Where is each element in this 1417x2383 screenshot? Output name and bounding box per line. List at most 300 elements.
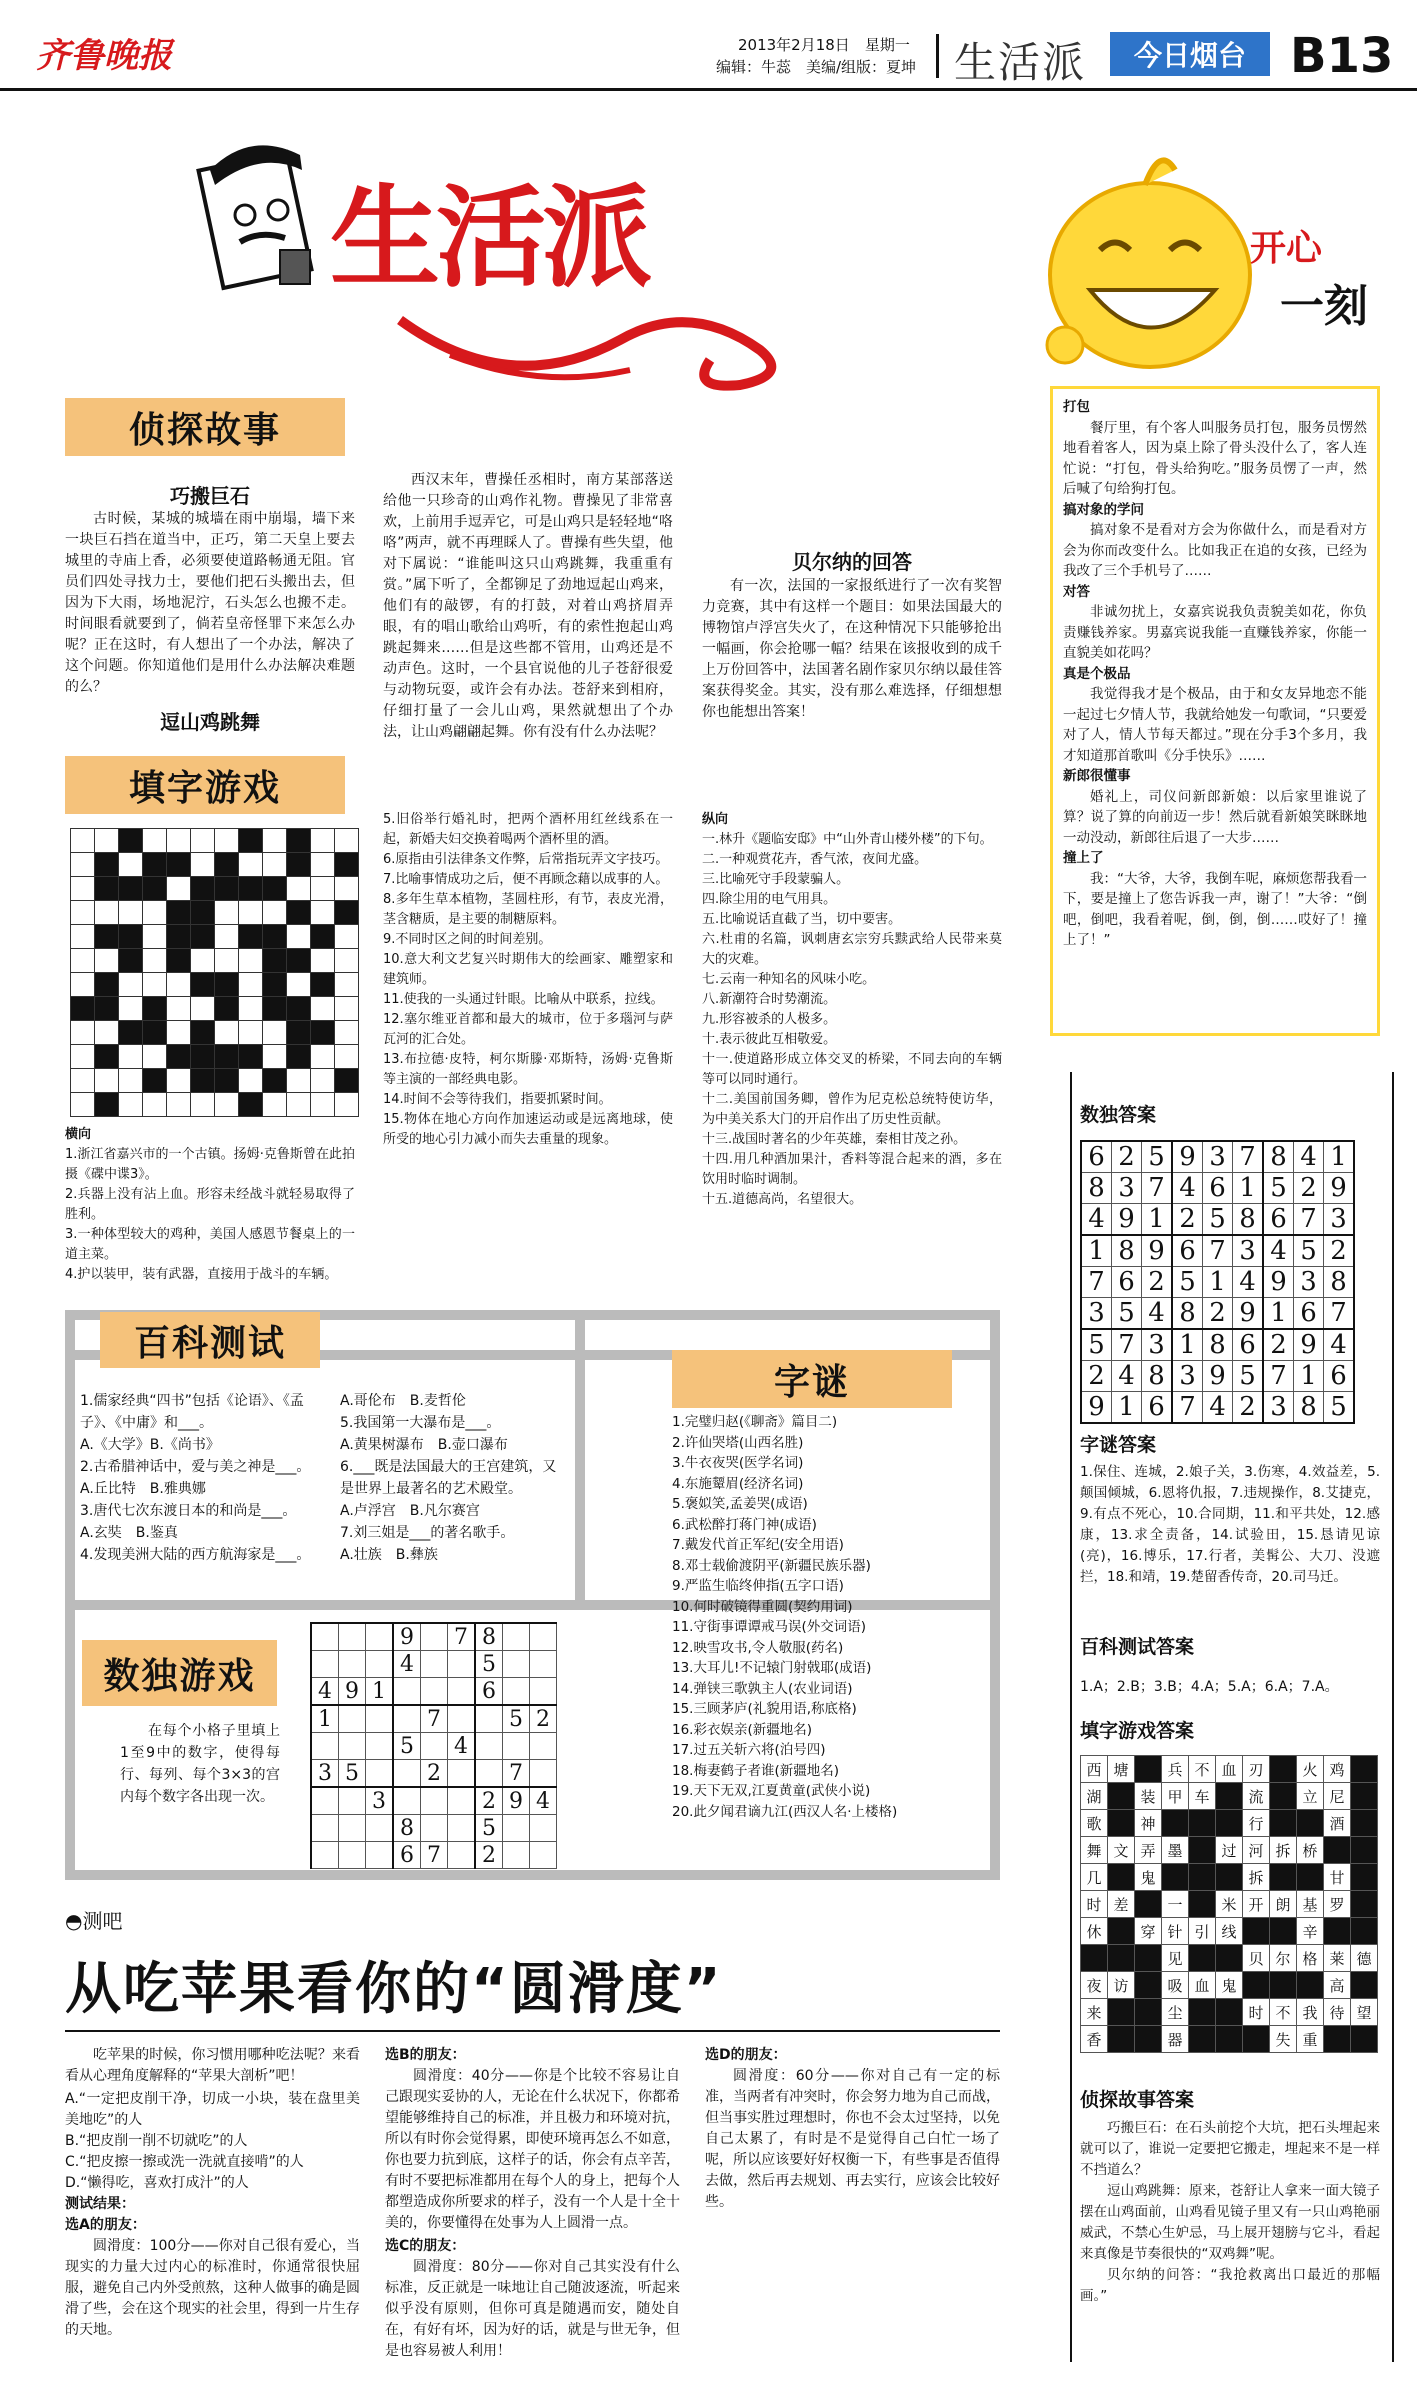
crossword-cell[interactable] bbox=[167, 877, 191, 901]
h-clue-12: 12.塞尔维亚首都和最大的城市，位于多瑙河与萨瓦河的汇合处。 bbox=[383, 1012, 673, 1047]
crossword-cell[interactable] bbox=[263, 1045, 287, 1069]
h-clue-8: 8.多年生草本植物，茎圆柱形，有节，表皮光滑，茎含糖质，是主要的制糖原料。 bbox=[383, 892, 673, 927]
sudoku-cell[interactable] bbox=[448, 1651, 476, 1678]
crossword-cell bbox=[287, 829, 311, 853]
sudoku-cell[interactable] bbox=[503, 1678, 530, 1706]
sudoku-cell[interactable] bbox=[530, 1733, 557, 1760]
crossword-answer-row bbox=[1081, 1783, 1378, 1810]
sudoku-instructions bbox=[120, 1720, 280, 1810]
joke-1-title: 打包 bbox=[1063, 399, 1090, 415]
sudoku-cell[interactable] bbox=[530, 1651, 557, 1678]
crossword-cell[interactable] bbox=[239, 1021, 263, 1045]
crossword-answer-cell bbox=[1216, 1810, 1243, 1837]
h-clue-2: 2.兵器上没有沾上血。形容未经战斗就轻易取得了胜利。 bbox=[65, 1187, 355, 1222]
sudoku-answer-cell: 6 bbox=[1172, 1235, 1203, 1267]
crossword-cell[interactable] bbox=[239, 901, 263, 925]
crossword-cell bbox=[71, 997, 95, 1021]
crossword-cell[interactable] bbox=[143, 973, 167, 997]
crossword-answer-cell: 见 bbox=[1162, 1945, 1189, 1972]
crossword-answer-cell bbox=[1162, 1810, 1189, 1837]
crossword-cell[interactable] bbox=[215, 829, 239, 853]
sudoku-cell[interactable] bbox=[530, 1815, 557, 1842]
sudoku-answer-cell: 1 bbox=[1294, 1361, 1324, 1392]
crossword-cell[interactable] bbox=[167, 1069, 191, 1093]
crossword-cell[interactable] bbox=[167, 973, 191, 997]
sudoku-cell[interactable] bbox=[366, 1623, 394, 1651]
crossword-cell[interactable] bbox=[167, 1093, 191, 1117]
crossword-cell bbox=[215, 1045, 239, 1069]
crossword-cell[interactable] bbox=[95, 1021, 119, 1045]
crossword-answer-cell: 吸 bbox=[1162, 1972, 1189, 1999]
crossword-cell[interactable] bbox=[311, 1093, 335, 1117]
encyclopedia-header: 百科测试 bbox=[100, 1312, 320, 1368]
sudoku-cell[interactable] bbox=[503, 1733, 530, 1760]
crossword-row bbox=[71, 901, 359, 925]
crossword-cell[interactable] bbox=[215, 1021, 239, 1045]
sudoku-row bbox=[311, 1623, 557, 1651]
joke-2-title: 搞对象的学问 bbox=[1063, 501, 1144, 518]
crossword-cell[interactable] bbox=[119, 1045, 143, 1069]
sudoku-answer-cell: 1 bbox=[1172, 1329, 1203, 1361]
sudoku-answer-cell: 8 bbox=[1203, 1329, 1233, 1361]
sudoku-cell[interactable] bbox=[421, 1815, 448, 1842]
quiz-q1: 1.儒家经典“四书”包括《论语》、《孟子》、《中庸》和___。 bbox=[80, 1393, 304, 1431]
crossword-cell bbox=[287, 949, 311, 973]
sudoku-cell[interactable] bbox=[366, 1842, 394, 1869]
quiz-q5: 5.我国第一大瀑布是___。 bbox=[340, 1415, 501, 1431]
sudoku-cell[interactable] bbox=[475, 1705, 503, 1733]
crossword-cell[interactable] bbox=[167, 997, 191, 1021]
sudoku-cell[interactable] bbox=[448, 1760, 476, 1788]
sudoku-cell[interactable] bbox=[448, 1815, 476, 1842]
sudoku-cell[interactable] bbox=[339, 1842, 366, 1869]
crossword-answer-cell bbox=[1135, 1945, 1162, 1972]
crossword-answer-row bbox=[1081, 1864, 1378, 1891]
sudoku-cell[interactable] bbox=[421, 1623, 448, 1651]
sudoku-cell[interactable] bbox=[421, 1787, 448, 1815]
crossword-cell bbox=[119, 1021, 143, 1045]
option-a: A.“一定把皮削干净，切成一小块，装在盘里美美地吃”的人 bbox=[65, 2091, 360, 2128]
crossword-answer-cell: 高 bbox=[1324, 1972, 1351, 1999]
v-clue-4: 四.除尘用的电气用具。 bbox=[702, 892, 837, 907]
crossword-answer-cell: 弄 bbox=[1135, 1837, 1162, 1864]
sudoku-cell[interactable] bbox=[503, 1651, 530, 1678]
crossword-cell[interactable] bbox=[215, 925, 239, 949]
detective-answer-2: 逗山鸡跳舞：原来，苍舒让人拿来一面大镜子摆在山鸡面前，山鸡看见镜子里又有一只山鸡艳丽威武，不禁心生妒忌，马上展开翅膀与它斗，看起来真像是节奏很快的“双鸡舞”呢。 bbox=[1080, 2183, 1380, 2262]
sudoku-cell[interactable] bbox=[311, 1623, 339, 1651]
detective-answer-title: 侦探故事答案 bbox=[1080, 2089, 1195, 2111]
sudoku-answer-grid bbox=[1080, 1140, 1355, 1424]
crossword-answer-cell bbox=[1108, 2026, 1135, 2053]
sudoku-cell[interactable] bbox=[311, 1651, 339, 1678]
crossword-cell bbox=[263, 877, 287, 901]
crossword-cell[interactable] bbox=[263, 901, 287, 925]
sudoku-cell[interactable] bbox=[530, 1623, 557, 1651]
h-clue-4: 4.护以装甲，装有武器，直接用于战斗的车辆。 bbox=[65, 1267, 338, 1282]
masthead-divider bbox=[936, 34, 939, 78]
crossword-cell[interactable] bbox=[95, 1069, 119, 1093]
crossword-answer-cell: 不 bbox=[1270, 1999, 1297, 2026]
crossword-answer-cell bbox=[1081, 1945, 1108, 1972]
sudoku-cell[interactable] bbox=[448, 1678, 476, 1706]
sudoku-answer-cell: 3 bbox=[1112, 1173, 1142, 1204]
cartoon-mascot-icon bbox=[190, 130, 340, 300]
crossword-cell[interactable] bbox=[215, 949, 239, 973]
crossword-answer-cell bbox=[1243, 1972, 1270, 1999]
crossword-row bbox=[71, 1021, 359, 1045]
crossword-answer-cell bbox=[1270, 1756, 1297, 1783]
h-clue-3: 3.一种体型较大的鸡种，美国人感恩节餐桌上的一道主菜。 bbox=[65, 1227, 355, 1262]
result-heading: 测试结果： bbox=[65, 2196, 135, 2212]
crossword-cell[interactable] bbox=[335, 925, 359, 949]
joke-6-text: 我：“大爷，大爷，我倒车呢，麻烦您帮我看一下，要是撞上了您告诉我一声，谢了！”大爷：“倒吧，倒吧，我看着呢，倒，倒，倒……哎好了！撞上了！” bbox=[1063, 870, 1367, 948]
crossword-cell[interactable] bbox=[239, 853, 263, 877]
sudoku-answer-cell: 9 bbox=[1203, 1361, 1233, 1392]
crossword-cell[interactable] bbox=[143, 829, 167, 853]
quiz-q6: 6.___既是法国最大的王宫建筑，又是世界上最著名的艺术殿堂。 bbox=[340, 1459, 557, 1497]
sudoku-answer-cell: 1 bbox=[1203, 1267, 1233, 1298]
sudoku-cell[interactable] bbox=[421, 1733, 448, 1760]
sudoku-answer-cell: 2 bbox=[1112, 1141, 1142, 1173]
crossword-answer-cell: 重 bbox=[1297, 2026, 1324, 2053]
crossword-answer-cell: 穿 bbox=[1135, 1918, 1162, 1945]
crossword-cell[interactable] bbox=[311, 1069, 335, 1093]
sudoku-answer-cell: 8 bbox=[1081, 1173, 1112, 1204]
sudoku-cell: 3 bbox=[366, 1787, 394, 1815]
sudoku-grid[interactable] bbox=[310, 1622, 557, 1869]
crossword-cell[interactable] bbox=[119, 901, 143, 925]
sudoku-cell[interactable] bbox=[366, 1760, 394, 1788]
sudoku-cell[interactable] bbox=[311, 1815, 339, 1842]
crossword-cell[interactable] bbox=[119, 853, 143, 877]
crossword-answer-cell bbox=[1270, 1864, 1297, 1891]
riddle-12: 12.映雪攻书,令人敬服(药名) bbox=[672, 1639, 844, 1656]
crossword-answer-cell: 格 bbox=[1297, 1945, 1324, 1972]
crossword-row bbox=[71, 1045, 359, 1069]
sudoku-cell[interactable] bbox=[421, 1678, 448, 1706]
riddle-14: 14.弹铗三歌孰主人(农业词语) bbox=[672, 1680, 853, 1697]
sudoku-answer-cell: 7 bbox=[1081, 1267, 1112, 1298]
sudoku-answer-cell: 4 bbox=[1233, 1267, 1264, 1298]
crossword-answer-cell: 德 bbox=[1351, 1945, 1378, 1972]
crossword-cell bbox=[311, 1021, 335, 1045]
sudoku-cell[interactable] bbox=[339, 1623, 366, 1651]
sudoku-answer-cell: 4 bbox=[1142, 1298, 1173, 1330]
sudoku-cell[interactable] bbox=[311, 1733, 339, 1760]
riddle-7: 7.戴发代首正军纪(安全用语) bbox=[672, 1537, 844, 1553]
crossword-cell bbox=[287, 997, 311, 1021]
sudoku-cell: 8 bbox=[393, 1815, 421, 1842]
crossword-cell[interactable] bbox=[71, 925, 95, 949]
sudoku-answer-cell: 9 bbox=[1112, 1204, 1142, 1236]
crossword-answer-cell bbox=[1243, 1918, 1270, 1945]
v-clue-6: 六.杜甫的名篇，讽刺唐玄宗穷兵黩武给人民带来莫大的灾难。 bbox=[702, 932, 1002, 967]
crossword-row bbox=[71, 829, 359, 853]
crossword-answer-cell: 塘 bbox=[1108, 1756, 1135, 1783]
sudoku-answer-row bbox=[1081, 1329, 1354, 1361]
crossword-answer-cell: 几 bbox=[1081, 1864, 1108, 1891]
crossword-cell[interactable] bbox=[335, 997, 359, 1021]
crossword-answer-cell: 引 bbox=[1189, 1918, 1216, 1945]
riddle-answer-title: 字谜答案 bbox=[1080, 1434, 1157, 1456]
crossword-cell[interactable] bbox=[71, 1093, 95, 1117]
sudoku-cell[interactable] bbox=[366, 1733, 394, 1760]
sudoku-row bbox=[311, 1678, 557, 1706]
crossword-answer-cell: 尼 bbox=[1324, 1783, 1351, 1810]
crossword-cell[interactable] bbox=[71, 973, 95, 997]
quiz-q3: 3.唐代七次东渡日本的和尚是___。 bbox=[80, 1503, 297, 1519]
crossword-cell[interactable] bbox=[143, 1045, 167, 1069]
crossword-cell bbox=[239, 1093, 263, 1117]
crossword-cell[interactable] bbox=[287, 877, 311, 901]
crossword-answer-cell bbox=[1135, 1972, 1162, 1999]
sudoku-cell[interactable] bbox=[530, 1760, 557, 1788]
v-clue-15: 十五.道德高尚，名望很大。 bbox=[702, 1192, 863, 1207]
riddle-2: 2.许仙哭塔(山西名胜) bbox=[672, 1434, 804, 1451]
crossword-cell[interactable] bbox=[95, 901, 119, 925]
crossword-cell[interactable] bbox=[143, 925, 167, 949]
sudoku-cell[interactable] bbox=[366, 1705, 394, 1733]
crossword-answer-row bbox=[1081, 1756, 1378, 1783]
crossword-cell[interactable] bbox=[335, 1021, 359, 1045]
story3-text: 有一次，法国的一家报纸进行了一次有奖智力竞赛，其中有这样一个题目：如果法国最大的博物馆卢浮宫失火了，在这种情况下只能够抢出一幅画，你会抢哪一幅？结果在该报收到的成千上万份回答中，法国著名剧作家贝尔纳以最佳答案获得奖金。其实，没有那么难选择，仔细想想你也能想出答案！ bbox=[702, 578, 1002, 720]
crossword-cell[interactable] bbox=[335, 1045, 359, 1069]
crossword-cell[interactable] bbox=[311, 997, 335, 1021]
crossword-cell[interactable] bbox=[119, 997, 143, 1021]
sudoku-cell[interactable] bbox=[339, 1815, 366, 1842]
sudoku-cell: 3 bbox=[311, 1760, 339, 1788]
crossword-answer-cell: 过 bbox=[1216, 1837, 1243, 1864]
sudoku-answer-cell: 6 bbox=[1233, 1329, 1264, 1361]
crossword-cell[interactable] bbox=[215, 901, 239, 925]
crossword-cell[interactable] bbox=[239, 949, 263, 973]
crossword-cell[interactable] bbox=[71, 1045, 95, 1069]
crossword-cell[interactable] bbox=[263, 1093, 287, 1117]
sudoku-cell[interactable] bbox=[339, 1787, 366, 1815]
crossword-answer-cell: 甘 bbox=[1324, 1864, 1351, 1891]
riddle-4: 4.东施颦眉(经济名词) bbox=[672, 1475, 804, 1492]
sudoku-answer-cell: 6 bbox=[1081, 1141, 1112, 1173]
crossword-answer-cell bbox=[1189, 1864, 1216, 1891]
crossword-cell[interactable] bbox=[95, 829, 119, 853]
sudoku-answer-cell: 5 bbox=[1233, 1361, 1264, 1392]
sudoku-answer-cell: 4 bbox=[1172, 1173, 1203, 1204]
crossword-answer-cell: 墨 bbox=[1162, 1837, 1189, 1864]
crossword-cell[interactable] bbox=[335, 877, 359, 901]
result-d-text: 圆滑度：60分——你对自己有一定的标准，当两者有冲突时，你会努力地为自己而战，但当事实胜过理想时，你也不会太过坚持，以免自己太累了，有时是不是觉得自己白忙一场了呢，所以应该要好好权衡一下，有些事是否值得去做，然后再去规划、再去实行，应该会比较好些。 bbox=[705, 2068, 1000, 2210]
crossword-cell[interactable] bbox=[119, 973, 143, 997]
riddle-16: 16.彩衣娱亲(新疆地名) bbox=[672, 1721, 813, 1738]
crossword-cell[interactable] bbox=[167, 829, 191, 853]
h-clue-11: 11.使我的一头通过针眼。比喻从中联系，拉线。 bbox=[383, 992, 664, 1007]
crossword-answer-cell bbox=[1135, 2026, 1162, 2053]
sudoku-cell[interactable] bbox=[530, 1678, 557, 1706]
sudoku-answer-cell: 3 bbox=[1203, 1141, 1233, 1173]
sudoku-answer-cell: 1 bbox=[1263, 1298, 1294, 1330]
crossword-cell bbox=[143, 997, 167, 1021]
crossword-cell[interactable] bbox=[263, 829, 287, 853]
sudoku-answer-cell: 2 bbox=[1294, 1173, 1324, 1204]
crossword-cell[interactable] bbox=[71, 829, 95, 853]
banner-title: 生活派 bbox=[330, 173, 648, 302]
crossword-cell[interactable] bbox=[335, 973, 359, 997]
sudoku-cell[interactable] bbox=[339, 1705, 366, 1733]
sudoku-answer-cell: 9 bbox=[1263, 1267, 1294, 1298]
riddle-9: 9.严监生临终伸指(五字口语) bbox=[672, 1578, 844, 1594]
sudoku-cell: 8 bbox=[475, 1623, 503, 1651]
crossword-answer-grid bbox=[1080, 1755, 1378, 2053]
sudoku-answer-cell: 6 bbox=[1324, 1361, 1355, 1392]
crossword-cell bbox=[311, 925, 335, 949]
joke-1-text: 餐厅里，有个客人叫服务员打包，服务员愣然地看着客人，因为桌上除了骨头没什么了，客人连忙说：“打包，骨头给狗吃。”服务员愣了一声，然后喊了句给狗打包。 bbox=[1063, 419, 1367, 497]
column-name: 生活派 bbox=[954, 38, 1087, 87]
crossword-cell[interactable] bbox=[239, 973, 263, 997]
crossword-cell[interactable] bbox=[263, 1021, 287, 1045]
crossword-cell[interactable] bbox=[287, 1093, 311, 1117]
sudoku-answer-cell: 7 bbox=[1263, 1361, 1294, 1392]
sudoku-cell: 5 bbox=[475, 1651, 503, 1678]
crossword-cell[interactable] bbox=[119, 1069, 143, 1093]
crossword-cell[interactable] bbox=[119, 1093, 143, 1117]
sudoku-cell[interactable] bbox=[393, 1705, 421, 1733]
sudoku-answer-cell: 2 bbox=[1263, 1329, 1294, 1361]
sudoku-cell[interactable] bbox=[366, 1651, 394, 1678]
crossword-cell[interactable] bbox=[143, 901, 167, 925]
crossword-horizontal-col-b bbox=[383, 810, 673, 1150]
sudoku-desc: 在每个小格子里填上1至9中的数字，使得每行、每列、每个3×3的宫内每个数字各出现一次。 bbox=[120, 1723, 280, 1805]
option-c: C.“把皮擦一擦或洗一洗就直接啃”的人 bbox=[65, 2154, 304, 2170]
crossword-cell[interactable] bbox=[335, 1093, 359, 1117]
sudoku-cell[interactable] bbox=[393, 1787, 421, 1815]
crossword-cell[interactable] bbox=[71, 901, 95, 925]
sudoku-cell: 1 bbox=[366, 1678, 394, 1706]
masthead-rule bbox=[0, 88, 1417, 91]
sudoku-cell[interactable] bbox=[530, 1842, 557, 1869]
v-clue-1: 一.林升《题临安邸》中“山外青山楼外楼”的下句。 bbox=[702, 832, 993, 847]
joke-5-text: 婚礼上，司仪问新郎新娘：以后家里谁说了算？说了算的向前迈一步！然后就看新娘笑眯眯地一动没动，新郎往后退了一大步…… bbox=[1063, 788, 1367, 846]
crossword-cell[interactable] bbox=[239, 997, 263, 1021]
sudoku-cell[interactable] bbox=[475, 1733, 503, 1760]
crossword-answer-cell bbox=[1216, 1783, 1243, 1810]
crossword-cell[interactable] bbox=[287, 1069, 311, 1093]
crossword-cell[interactable] bbox=[311, 829, 335, 853]
crossword-answer-cell bbox=[1351, 2026, 1378, 2053]
sudoku-cell: 4 bbox=[530, 1787, 557, 1815]
crossword-cell[interactable] bbox=[143, 949, 167, 973]
sudoku-cell[interactable] bbox=[311, 1842, 339, 1869]
sudoku-cell[interactable] bbox=[448, 1705, 476, 1733]
crossword-answer-cell: 时 bbox=[1243, 1999, 1270, 2026]
crossword-answer-cell: 米 bbox=[1216, 1891, 1243, 1918]
crossword-cell[interactable] bbox=[311, 949, 335, 973]
crossword-answer-cell: 文 bbox=[1108, 1837, 1135, 1864]
crossword-answer-cell bbox=[1270, 1810, 1297, 1837]
crossword-cell[interactable] bbox=[71, 877, 95, 901]
crossword-cell[interactable] bbox=[335, 829, 359, 853]
crossword-cell[interactable] bbox=[191, 829, 215, 853]
crossword-cell bbox=[95, 973, 119, 997]
sudoku-cell[interactable] bbox=[448, 1842, 476, 1869]
sudoku-cell[interactable] bbox=[503, 1842, 530, 1869]
sudoku-cell[interactable] bbox=[475, 1760, 503, 1788]
smiley-face-icon bbox=[1040, 140, 1270, 380]
sudoku-cell[interactable] bbox=[393, 1760, 421, 1788]
crossword-answer-cell bbox=[1216, 1945, 1243, 1972]
crossword-cell[interactable] bbox=[287, 925, 311, 949]
crossword-cell[interactable] bbox=[71, 853, 95, 877]
crossword-cell bbox=[287, 901, 311, 925]
riddle-answer-text: 1.保住、连城，2.娘子关，3.伤寒，4.效益差，5.颠国倾城，6.恩将仇报，7.违规操作，8.艾捷克，9.有点不死心，10.合同期，11.和平共处，12.感康，13.求全责备，14.试验田，15.恳请见谅(亮)，16.博乐，17.行者，美髯公、大刀、没遮拦，18.和靖，19.楚留香传奇，20.司马迁。 bbox=[1080, 1464, 1380, 1585]
crossword-cell[interactable] bbox=[287, 973, 311, 997]
crossword-cell[interactable] bbox=[311, 853, 335, 877]
crossword-cell bbox=[95, 1045, 119, 1069]
result-b-text: 圆滑度：40分——你是个比较不容易让自己跟现实妥协的人，无论在什么状况下，你都希望能够维持自己的标准，并且极力和环境对抗，所以有时你会觉得累，即使环境再怎么不如意，你也要力抗到底，这样子的话，你会有点辛苦，有时不要把标准都用在每个人的身上，把每个人都塑造成你所要求的样子，没有一个人是十全十美的，你要懂得在处事为人上圆滑一点。 bbox=[385, 2068, 680, 2231]
sudoku-cell[interactable] bbox=[421, 1651, 448, 1678]
crossword-cell[interactable] bbox=[191, 997, 215, 1021]
h-clue-5: 5.旧俗举行婚礼时，把两个酒杯用红丝线系在一起，新婚夫妇交换着喝两个酒杯里的酒。 bbox=[383, 812, 673, 847]
crossword-cell[interactable] bbox=[95, 949, 119, 973]
crossword-cell[interactable] bbox=[71, 1069, 95, 1093]
crossword-cell[interactable] bbox=[311, 877, 335, 901]
crossword-cell[interactable] bbox=[191, 853, 215, 877]
sudoku-answer-cell: 7 bbox=[1142, 1173, 1173, 1204]
crossword-cell[interactable] bbox=[263, 853, 287, 877]
crossword-answer-cell: 线 bbox=[1216, 1918, 1243, 1945]
quiz-q4: 4.发现美洲大陆的西方航海家是___。 bbox=[80, 1547, 311, 1563]
crossword-answer-cell: 湖 bbox=[1081, 1783, 1108, 1810]
sudoku-answer-cell: 5 bbox=[1081, 1329, 1112, 1361]
crossword-cell bbox=[239, 877, 263, 901]
encyclopedia-col-b bbox=[340, 1390, 570, 1566]
sudoku-cell[interactable] bbox=[503, 1815, 530, 1842]
detective-header: 侦探故事 bbox=[65, 398, 345, 456]
crossword-answer-cell: 来 bbox=[1081, 1999, 1108, 2026]
crossword-cell bbox=[287, 1045, 311, 1069]
sudoku-answer-cell: 2 bbox=[1233, 1392, 1264, 1424]
h-clue-10: 10.意大利文艺复兴时期伟大的绘画家、雕塑家和建筑师。 bbox=[383, 952, 673, 987]
crossword-cell[interactable] bbox=[215, 1093, 239, 1117]
crossword-answer-cell bbox=[1351, 1891, 1378, 1918]
sudoku-cell: 6 bbox=[475, 1678, 503, 1706]
crossword-answer-cell: 歌 bbox=[1081, 1810, 1108, 1837]
sudoku-cell[interactable] bbox=[448, 1787, 476, 1815]
crossword-cell[interactable] bbox=[71, 949, 95, 973]
crossword-answer-cell: 装 bbox=[1135, 1783, 1162, 1810]
test-answer-title: 百科测试答案 bbox=[1080, 1636, 1195, 1658]
riddle-11: 11.守街事谭谭戒马误(外交词语) bbox=[672, 1619, 867, 1635]
sudoku-cell[interactable] bbox=[366, 1815, 394, 1842]
sudoku-cell[interactable] bbox=[393, 1678, 421, 1706]
frame-bar-mid bbox=[575, 1310, 585, 1610]
sudoku-answer-cell: 4 bbox=[1263, 1235, 1294, 1267]
crossword-cell[interactable] bbox=[191, 1093, 215, 1117]
crossword-cell[interactable] bbox=[239, 1069, 263, 1093]
sudoku-cell[interactable] bbox=[503, 1623, 530, 1651]
crossword-cell[interactable] bbox=[191, 949, 215, 973]
sudoku-cell[interactable] bbox=[339, 1733, 366, 1760]
crossword-cell[interactable] bbox=[167, 1021, 191, 1045]
crossword-cell bbox=[143, 853, 167, 877]
crossword-cell[interactable] bbox=[311, 901, 335, 925]
detective-answer-text bbox=[1080, 2118, 1380, 2307]
sudoku-cell: 7 bbox=[421, 1842, 448, 1869]
sudoku-cell[interactable] bbox=[311, 1787, 339, 1815]
crossword-cell[interactable] bbox=[311, 1045, 335, 1069]
crossword-cell[interactable] bbox=[143, 1093, 167, 1117]
crossword-cell[interactable] bbox=[71, 1021, 95, 1045]
sudoku-cell[interactable] bbox=[339, 1651, 366, 1678]
crossword-cell[interactable] bbox=[335, 949, 359, 973]
